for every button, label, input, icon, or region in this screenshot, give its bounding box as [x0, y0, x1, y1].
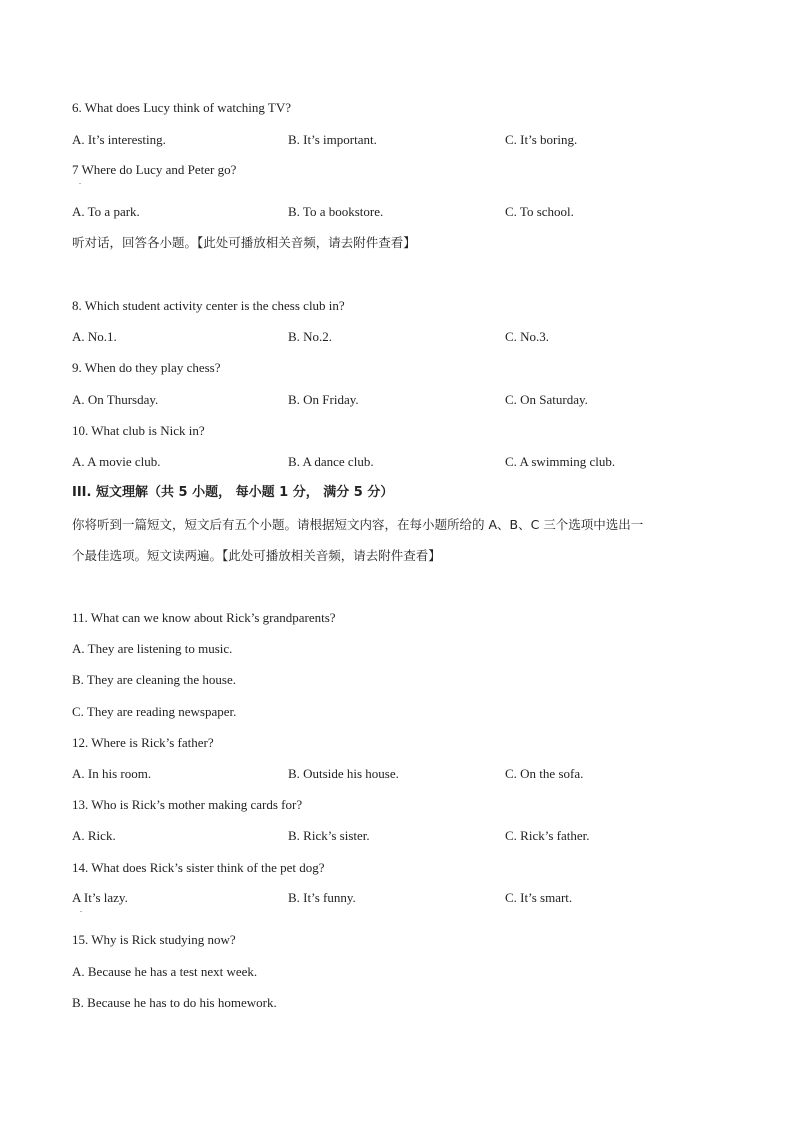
q15-option-a: A. Because he has a test next week. [72, 964, 258, 979]
q7-option-b: B. To a bookstore. [288, 204, 384, 219]
question-7: 7 Where do Lucy and Peter go? [72, 162, 237, 177]
q12-option-c: C. On the sofa. [505, 766, 584, 781]
question-15: 15. Why is Rick studying now? [72, 932, 236, 947]
q14-option-b: B. It’s funny. [288, 890, 356, 905]
q11-option-b: B. They are cleaning the house. [72, 672, 237, 687]
q10-option-c: C. A swimming club. [505, 454, 616, 469]
q9-option-a: A. On Thursday. [72, 392, 159, 407]
question-6: 6. What does Lucy think of watching TV? [72, 100, 292, 115]
question-12: 12. Where is Rick’s father? [72, 735, 214, 750]
q12-option-b: B. Outside his house. [288, 766, 399, 781]
q11-option-a: A. They are listening to music. [72, 641, 233, 656]
question-14: 14. What does Rick’s sister think of the pet dog? [72, 860, 325, 875]
q10-option-b: B. A dance club. [288, 454, 374, 469]
q13-option-b: B. Rick’s sister. [288, 828, 370, 843]
q9-option-b: B. On Friday. [288, 392, 359, 407]
q11-option-c: C. They are reading newspaper. [72, 704, 237, 719]
q8-option-a: A. No.1. [72, 329, 117, 344]
question-8: 8. Which student activity center is the chess club in? [72, 298, 345, 313]
q12-option-a: A. In his room. [72, 766, 152, 781]
q14-option-c: C. It’s smart. [505, 890, 573, 905]
q7-option-a: A. To a park. [72, 204, 140, 219]
q8-option-c: C. No.3. [505, 329, 550, 344]
q15-option-b: B. Because he has to do his homework. [72, 995, 277, 1010]
stray-dot-mark: . [79, 177, 81, 186]
q6-option-b: B. It’s important. [288, 132, 377, 147]
q10-option-a: A. A movie club. [72, 454, 161, 469]
q8-option-b: B. No.2. [288, 329, 333, 344]
q13-option-c: C. Rick’s father. [505, 828, 590, 843]
question-13: 13. Who is Rick’s mother making cards for? [72, 797, 303, 812]
dialogue-instruction: 听对话，回答各小题。【此处可播放相关音频，请去附件查看】 [72, 235, 416, 250]
q13-option-a: A. Rick. [72, 828, 116, 843]
question-9: 9. When do they play chess? [72, 360, 221, 375]
q7-option-c: C. To school. [505, 204, 574, 219]
section-3-instruction-line-1: 你将听到一篇短文，短文后有五个小题。请根据短文内容，在每小题所给的 A、B、C 三个选项中选出一 [72, 517, 644, 532]
question-11: 11. What can we know about Rick’s grandparents? [72, 610, 336, 625]
question-10: 10. What club is Nick in? [72, 423, 205, 438]
stray-dot-mark: . [80, 905, 82, 914]
section-3-instruction-line-2: 个最佳选项。短文读两遍。【此处可播放相关音频，请去附件查看】 [72, 548, 441, 563]
q6-option-a: A. It’s interesting. [72, 132, 166, 147]
section-3-heading: III. 短文理解（共 5 小题， 每小题 1 分， 满分 5 分） [72, 485, 394, 500]
q14-option-a: A It’s lazy. [72, 890, 128, 905]
q9-option-c: C. On Saturday. [505, 392, 588, 407]
q6-option-c: C. It’s boring. [505, 132, 578, 147]
